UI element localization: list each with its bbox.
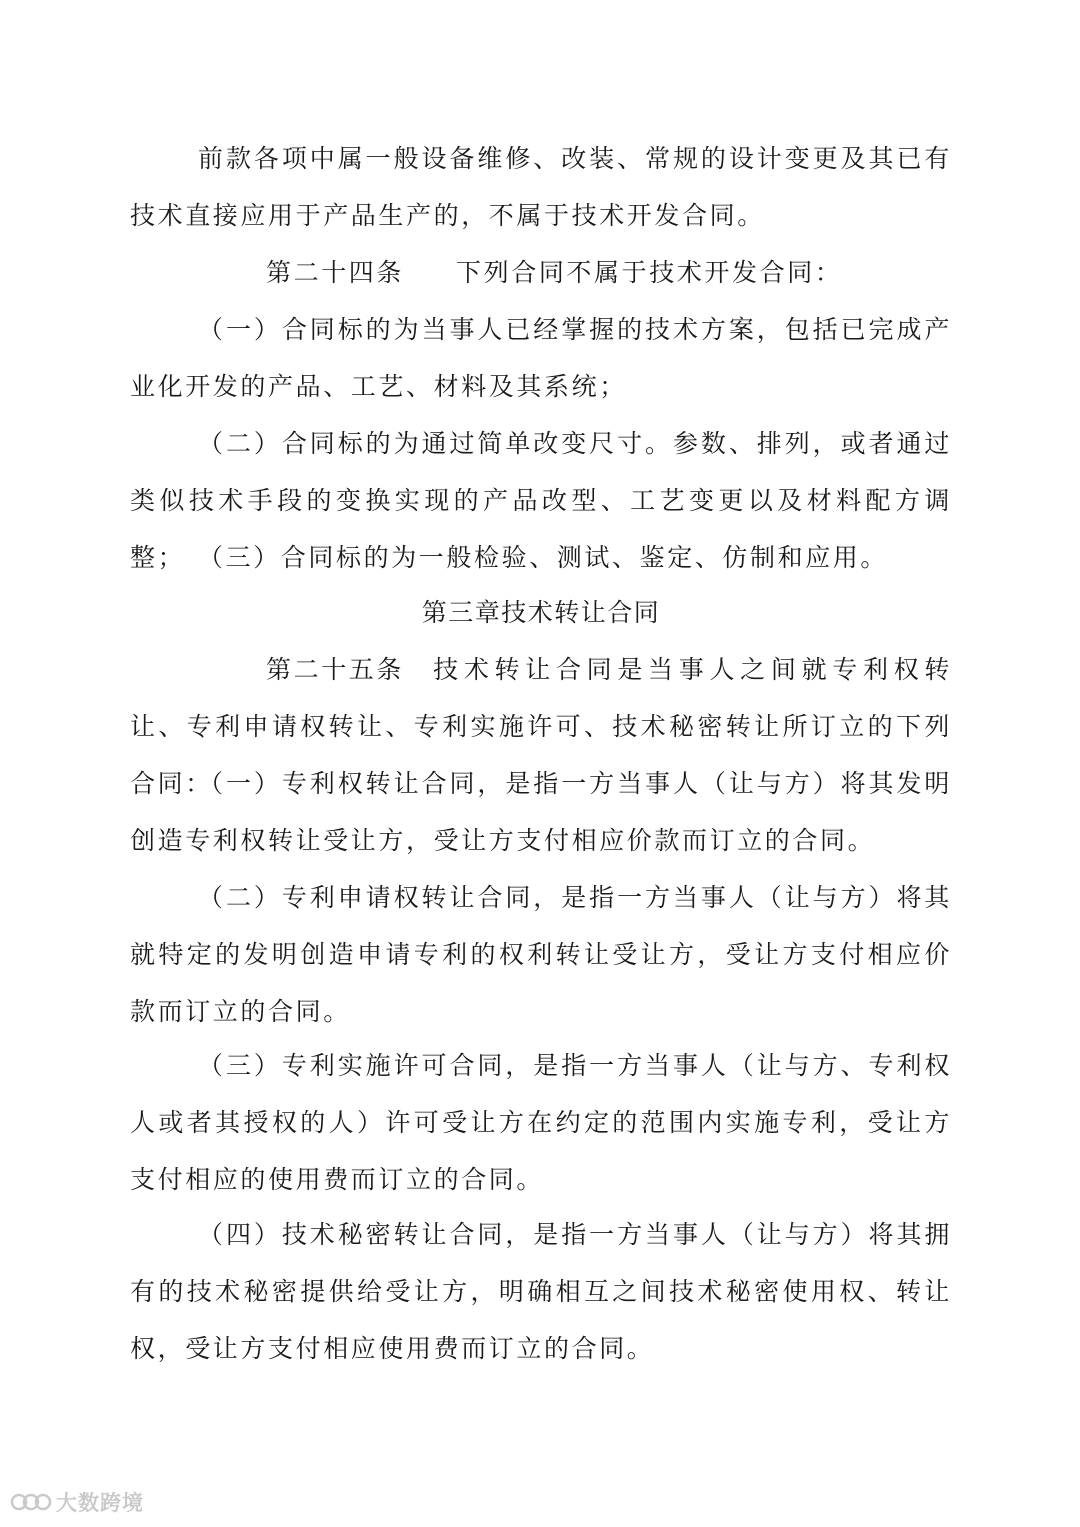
article-24-number: 第二十四条 [266, 258, 405, 287]
article-25-item-4: （四）技术秘密转让合同，是指一方当事人（让与方）将其拥有的技术秘密提供给受让方，明确相互之间技术秘密使用权、转让权，受让方支付相应使用费而订立的合同。 [130, 1220, 952, 1363]
article-25-item-1: （一）专利权转让合同，是指一方当事人（让与方）将其发明创造专利权转让受让方，受让方支付相应价款而订立的合同。 [130, 769, 952, 855]
article-25-item-3: （三）专利实施许可合同，是指一方当事人（让与方、专利权人或者其授权的人）许可受让方在约定的范围内实施专利，受让方支付相应的使用费而订立的合同。 [130, 1051, 952, 1194]
article-24-item-2: （二）合同标的为通过简单改变尺寸。参数、排列，或者通过类似技术手段的变换实现的产品改型、工艺变更以及材料配方调整； [130, 429, 952, 572]
paragraph-exclusion-note: 前款各项中属一般设备维修、改装、常规的设计变更及其已有技术直接应用于产品生产的，不属于技术开发合同。 [130, 144, 952, 230]
brand-logo-icon [10, 1491, 52, 1513]
article-25-number: 第二十五条 [266, 655, 405, 684]
article-25-item-2: （二）专利申请权转让合同，是指一方当事人（让与方）将其就特定的发明创造申请专利的权利转让受让方，受让方支付相应价款而订立的合同。 [130, 883, 952, 1026]
watermark-text: 大数跨境 [56, 1491, 144, 1515]
article-24-text: 下列合同不属于技术开发合同： [456, 258, 843, 287]
article-25-text: 技术转让合同是当事人之间就专利权转让、专利申请权转让、专利实施许可、技术秘密转让所订立的下列合同： [130, 655, 952, 798]
watermark [10, 1487, 144, 1517]
article-24-item-1: （一）合同标的为当事人已经掌握的技术方案，包括已完成产业化开发的产品、工艺、材料及其系统； [130, 315, 952, 401]
article-24-heading [130, 244, 952, 301]
chapter-3-title: 第三章技术转让合同 [421, 598, 661, 627]
article-24-item-3: （三）合同标的为一般检验、测试、鉴定、仿制和应用。 [198, 543, 889, 572]
